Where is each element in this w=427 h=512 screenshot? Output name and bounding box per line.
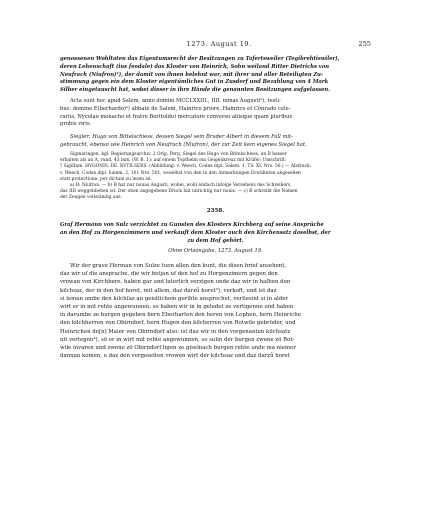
text-line: in darumbe ze burgen gegeben hern Eberharten den heren von Lophen, hern Heinriche xyxy=(60,312,301,319)
note-line: Sigmaringen, kgl. Regierungsarchiv. 2 Orig. Perg. Siegel des Hugo von Bittelschiess, an B besser xyxy=(70,152,287,157)
note-line: das IIII weggeblieben ist. Der oben angegebene Druck hat unrichtig nur nonis. — c) B schreibt die Namen xyxy=(60,189,298,195)
text-line: Silber eingetauscht hat, wobei dieser in ihre Hände die genannten Besitzungen aufgelassen. xyxy=(60,87,330,94)
text-line: genossenen Wohltaten das Eigentumsrecht der Besitzungen zu Tafertsweiler (Tegibrehtiswiler), xyxy=(60,56,340,62)
page-header xyxy=(60,40,371,48)
text-line: nit vertegen⁴), sö er in wirt mit rehte angewunnen, so sulin der burgen zwene zö Rot- xyxy=(60,336,295,343)
text-line: Heinrichen de[n] Maier von Obirndorf also: ist daz wir in den vorgenanten kilchsatz xyxy=(60,328,291,335)
page-header-date: 1273. August 19. xyxy=(186,40,252,48)
text-line: an den Hof zu Horgenzimmern und verkauft dem Kloster auch den Kirchensatz daselbst, der xyxy=(60,229,331,236)
text-line: gebraucht, ebenso wie Heinrich von Neufrach (Niufron), der zur Zeit kein eigenes Siegel hat. xyxy=(60,141,307,148)
text-line: Neufrach (Niufron)¹), der damit von ihnen belehnt war, mit ihrer und aller Beteiligten Zu- xyxy=(60,71,324,78)
note-line: † SigilIum. HVGONIS. DE. BVTILSERS. (Abbildung: v. Weech, Codex dipl. Salem. 1. TS. XI, Nro. 50.) — Abdruck: xyxy=(60,164,312,170)
note-line: der Zeugen vollständig aus. xyxy=(60,195,122,201)
text-line: Acta sunt hec apud Salem, anno domini MCCLXXIII., IIII. nonas Augusti²), testi- xyxy=(70,98,281,104)
text-line: den kilchherren von Obirndorf, hern Hugen den kilcherren von Rotwile gebrüder, und xyxy=(60,320,296,327)
document-number: 2358. xyxy=(206,208,225,214)
text-line: rariis, Nycolao monacho et fratre Ber(toldo) mercatore converso aliisque quam pluribus xyxy=(60,113,293,120)
text-line: Siegler: Hugo von Bittelschiess, dessen Siegel sein Bruder Albert in diesem Fall mit- xyxy=(70,134,293,140)
note-line: v. Weech, Codex dipl. Salem. 2, 101 Nro. 501, woselbst von den in den Anmerkungen Erwähnten abgesehen xyxy=(60,170,301,176)
text-line: kilchsaz, der in den hof horet, mit allem, daz darzů horet³), verkoft, und ist daz xyxy=(60,287,277,294)
latin-paragraph xyxy=(60,98,371,129)
document-summary xyxy=(60,222,371,245)
text-line: wile invaren und zwene zö Obirndorf ligen ze giselnach burgen rehte unde ma niemer xyxy=(60,345,296,352)
previous-summary-continuation xyxy=(60,56,371,95)
text-line: deren Lehenschaft (ius feodale) das Kloster von Heinrich, Sohn weiland Ritter Dietrichs von xyxy=(60,63,329,70)
text-line: bus: domino E(berhardo)ᵃ) abbate de Salem, Hainrico priore, Hainrico et Cônrado cele- xyxy=(60,105,291,112)
note-line: erhalten als an A, rund, 43 mm, (W. B. 1): auf einem Topfhelm ein Geigenkreuz mit Krüfel; Umschrift: xyxy=(60,158,287,164)
main-text xyxy=(60,262,371,360)
text-line: Graf Hermann von Sulz verzichtet zu Gunsten des Klosters Kirchberg auf seine Ansprüche xyxy=(60,222,324,228)
text-line: Wir der grave Herman von Sulze tuon allen den kunt, die disen brief ansehent, xyxy=(70,263,287,269)
text-line: vrowan von Kirchbere, haben gar und luterlich verzigen unde daz wir in haſben den xyxy=(60,279,291,286)
note-line: statt protectione: per dictum zu lesen ist. xyxy=(60,176,153,182)
text-line: daz wir uf die ansprache, die wir hetjan uf den hof zu Horgenzimern gegen den xyxy=(60,271,278,278)
siegler-paragraph xyxy=(60,134,371,150)
text-line: probis viris. xyxy=(60,121,92,128)
text-line: dannan komen, e daz den vergeseiten vrowen wirt der kilchsaz und daz darzů horet xyxy=(60,353,290,360)
text-line: si leman umbe den kilchſaz an geistlichem gerihte ansprechet, verliesint si in alder xyxy=(60,295,289,302)
page-number: 255 xyxy=(358,40,371,48)
text-line: wirt er in mit rehte angewunnen, so haben wir in in geledet ze vertigenne und haben xyxy=(60,304,294,311)
text-line: stimmung gegen ein dem Kloster eigentümliches Gut in Zusdorf und Bezahlung von 4 Mark xyxy=(60,79,329,86)
text-line: zu dem Hof gehört. xyxy=(187,237,244,244)
source-notes xyxy=(60,152,371,202)
dateline: Ohne Ortsangabe. 1273. August 19. xyxy=(168,248,263,254)
note-line: a) B: Niufron. — b) B hat nur nonas Augusti, wobei, wohl einfach infolge Versehens des Schreibers, xyxy=(70,183,292,189)
